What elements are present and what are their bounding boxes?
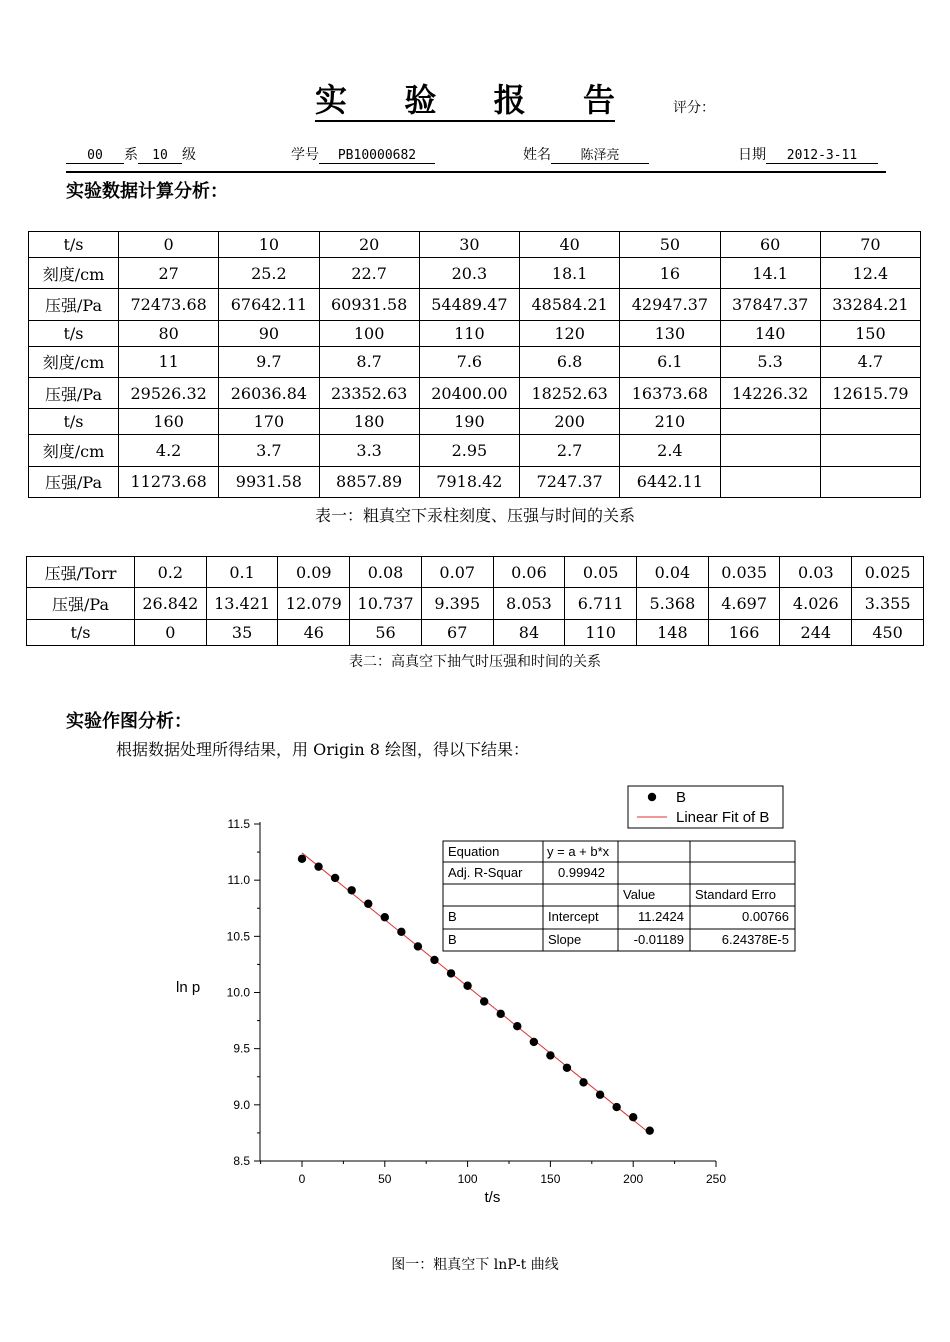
table-cell: 16373.68: [620, 378, 720, 409]
table-cell: 3.7: [219, 435, 319, 466]
table-cell: 0.05: [565, 557, 637, 588]
data-point: [497, 1010, 505, 1018]
table-cell: 6.8: [520, 346, 620, 377]
table-cell: 160: [119, 409, 219, 435]
dept-label: 系: [124, 147, 138, 163]
table-cell: 4.7: [820, 346, 920, 377]
data-point: [612, 1103, 620, 1111]
table-cell: 14.1: [720, 258, 820, 289]
table-cell: 170: [219, 409, 319, 435]
table-cell: 120: [520, 320, 620, 346]
table-cell: 7247.37: [520, 466, 620, 497]
data-point: [397, 928, 405, 936]
figure-caption: 图一：粗真空下 lnP-t 曲线: [391, 1257, 559, 1273]
title-char: 验: [404, 81, 437, 119]
x-tick-label: 100: [457, 1172, 478, 1186]
date-label: 日期: [738, 147, 766, 163]
fit-table-cell: 0.99942: [558, 865, 605, 880]
fit-table-cell: 6.24378E-5: [721, 932, 789, 947]
table-cell: 150: [820, 320, 920, 346]
table-cell: 0.035: [708, 557, 780, 588]
row-header-cell: t/s: [29, 409, 119, 435]
table-cell: 8857.89: [319, 466, 419, 497]
table-cell: 20.3: [419, 258, 519, 289]
table-cell: 110: [565, 619, 637, 645]
table-cell: 80: [119, 320, 219, 346]
table-cell: 11273.68: [119, 466, 219, 497]
table-cell: 190: [419, 409, 519, 435]
table-cell: 11: [119, 346, 219, 377]
title-char: 告: [582, 81, 615, 119]
fit-table-cell: y = a + b*x: [547, 844, 610, 859]
table-cell: 4.026: [780, 588, 852, 619]
table-cell: 67642.11: [219, 289, 319, 320]
table-cell: 12.4: [820, 258, 920, 289]
table-cell: 30: [419, 232, 519, 258]
fit-table-cell: Intercept: [548, 909, 599, 924]
data-point: [447, 969, 455, 977]
table-cell: 244: [780, 619, 852, 645]
table-cell: 72473.68: [119, 289, 219, 320]
table-cell: 210: [620, 409, 720, 435]
table-cell: 27: [119, 258, 219, 289]
table-cell: 20: [319, 232, 419, 258]
data-point: [546, 1051, 554, 1059]
x-tick-label: 0: [298, 1172, 306, 1186]
table-cell: 23352.63: [319, 378, 419, 409]
table-cell: 3.3: [319, 435, 419, 466]
table-cell: 6.711: [565, 588, 637, 619]
table-cell: 4.2: [119, 435, 219, 466]
table-cell: 110: [419, 320, 519, 346]
table-cell: 180: [319, 409, 419, 435]
table-cell: 7.6: [419, 346, 519, 377]
legend-label-fit: Linear Fit of B: [676, 809, 770, 826]
table-cell: 84: [493, 619, 565, 645]
data-point: [430, 956, 438, 964]
table-cell: 25.2: [219, 258, 319, 289]
table-cell: 0: [135, 619, 207, 645]
y-tick-label: 8.5: [233, 1154, 250, 1168]
data-point: [331, 874, 339, 882]
fit-table-cell: Adj. R-Squar: [448, 865, 523, 880]
table-cell: 166: [708, 619, 780, 645]
table-cell: 5.3: [720, 346, 820, 377]
table-cell: 16: [620, 258, 720, 289]
data-point: [579, 1078, 587, 1086]
legend-marker-b: [648, 793, 656, 801]
table-cell: 18.1: [520, 258, 620, 289]
row-header-cell: 压强/Pa: [29, 289, 119, 320]
row-header-cell: 压强/Torr: [27, 557, 135, 588]
y-tick-label: 10.5: [226, 929, 250, 944]
table-cell: 0.2: [135, 557, 207, 588]
table-cell: 450: [852, 619, 924, 645]
row-header-cell: 刻度/cm: [29, 435, 119, 466]
table-cell: 9931.58: [219, 466, 319, 497]
date-value: 2012-3-11: [766, 148, 878, 164]
data-point: [530, 1038, 538, 1046]
section2-text: 根据数据处理所得结果，用 Origin 8 绘图，得以下结果：: [116, 740, 529, 759]
table-cell: 8.7: [319, 346, 419, 377]
data-point: [381, 913, 389, 921]
table-cell: 50: [620, 232, 720, 258]
row-header-cell: t/s: [27, 619, 135, 645]
table-cell: 9.7: [219, 346, 319, 377]
table-cell: 7918.42: [419, 466, 519, 497]
table-cell: 10.737: [350, 588, 422, 619]
fit-table-cell: B: [448, 932, 457, 947]
table-cell: 13.421: [206, 588, 278, 619]
y-tick-label: 9.0: [233, 1097, 250, 1112]
row-header-cell: 压强/Pa: [27, 588, 135, 619]
table-cell: 40: [520, 232, 620, 258]
x-tick-label: 250: [705, 1172, 727, 1186]
fit-table-cell: -0.01189: [633, 932, 684, 947]
legend-label-b: B: [676, 789, 687, 806]
title-char: 实: [315, 81, 348, 119]
data-point: [463, 982, 471, 990]
x-tick-label: 150: [540, 1172, 561, 1186]
table-cell: 5.368: [637, 588, 709, 619]
data-point: [596, 1091, 604, 1099]
table-cell: 67: [421, 619, 493, 645]
grade-value: 10: [138, 148, 182, 164]
name-label: 姓名: [523, 147, 551, 163]
x-tick-label: 200: [623, 1172, 644, 1186]
y-axis-label: ln p: [176, 979, 201, 996]
table2-caption: 表二：高真空下抽气时压强和时间的关系: [349, 654, 601, 670]
table-cell: 148: [637, 619, 709, 645]
fit-table-cell: B: [448, 909, 457, 924]
data-point: [414, 942, 422, 950]
table-cell: 29526.32: [119, 378, 219, 409]
table-cell: 2.95: [419, 435, 519, 466]
fit-table-cell: Equation: [448, 844, 500, 859]
table-cell: 0.08: [350, 557, 422, 588]
table-cell: 0.04: [637, 557, 709, 588]
dept-value: 00: [66, 148, 124, 164]
table-cell: 37847.37: [720, 289, 820, 320]
row-header-cell: 压强/Pa: [29, 378, 119, 409]
fit-table-cell: 0.00766: [742, 909, 789, 924]
table-cell: 9.395: [421, 588, 493, 619]
table-cell: 48584.21: [520, 289, 620, 320]
y-tick-label: 10.0: [226, 985, 250, 1000]
table-cell: 60931.58: [319, 289, 419, 320]
data-point: [563, 1064, 571, 1072]
table-cell: 35: [206, 619, 278, 645]
name-value: 陈泽亮: [551, 144, 649, 164]
table-cell: 100: [319, 320, 419, 346]
table-cell: 2.7: [520, 435, 620, 466]
table-cell: 130: [620, 320, 720, 346]
table-cell: 6.1: [620, 346, 720, 377]
table-cell: 200: [520, 409, 620, 435]
id-label: 学号: [291, 147, 319, 163]
row-header-cell: 压强/Pa: [29, 466, 119, 497]
x-axis-label: t/s: [484, 1189, 501, 1206]
table-cell: 0.03: [780, 557, 852, 588]
id-value: PB10000682: [319, 148, 435, 164]
row-header-cell: t/s: [29, 232, 119, 258]
table-cell: 90: [219, 320, 319, 346]
table-cell: 42947.37: [620, 289, 720, 320]
table-cell: 8.053: [493, 588, 565, 619]
y-tick-label: 11.0: [227, 873, 250, 888]
data-point: [298, 855, 306, 863]
table-cell: 18252.63: [520, 378, 620, 409]
table-cell: 4.697: [708, 588, 780, 619]
table-cell: 2.4: [620, 435, 720, 466]
fit-table-cell: Value: [623, 887, 656, 902]
fit-table-cell: Slope: [548, 932, 582, 947]
table1-caption: 表一：粗真空下汞柱刻度、压强与时间的关系: [314, 506, 635, 525]
table-cell: 22.7: [319, 258, 419, 289]
table-cell: 10: [219, 232, 319, 258]
table-cell: 0.07: [421, 557, 493, 588]
table-cell: 0.06: [493, 557, 565, 588]
data-point: [513, 1022, 521, 1030]
table-cell: 54489.47: [419, 289, 519, 320]
data-point: [646, 1126, 654, 1134]
section2-title: 实验作图分析：: [66, 711, 192, 732]
table-cell: 12615.79: [820, 378, 920, 409]
table-cell: 60: [720, 232, 820, 258]
row-header-cell: 刻度/cm: [29, 258, 119, 289]
table-cell: 14226.32: [720, 378, 820, 409]
table-cell: 33284.21: [820, 289, 920, 320]
section1-title: 实验数据计算分析：: [66, 181, 228, 202]
table-cell: 26036.84: [219, 378, 319, 409]
data-point: [347, 886, 355, 894]
table-cell: 0.1: [206, 557, 278, 588]
fit-table-cell: Standard Erro: [695, 887, 776, 902]
y-tick-label: 11.5: [227, 817, 250, 831]
fit-table-cell: 11.2424: [637, 909, 684, 924]
data-point: [480, 997, 488, 1005]
table-cell: 0.025: [852, 557, 924, 588]
score-label: 评分：: [673, 100, 715, 116]
table-cell: 46: [278, 619, 350, 645]
table-cell: 20400.00: [419, 378, 519, 409]
table-cell: 6442.11: [620, 466, 720, 497]
table-cell: 12.079: [278, 588, 350, 619]
table-cell: 0.09: [278, 557, 350, 588]
row-header-cell: 刻度/cm: [29, 346, 119, 377]
grade-label: 级: [182, 147, 196, 163]
y-tick-label: 9.5: [233, 1041, 250, 1056]
x-tick-label: 50: [378, 1172, 392, 1186]
data-point: [629, 1113, 637, 1121]
table-cell: 26.842: [135, 588, 207, 619]
data-point: [364, 900, 372, 908]
row-header-cell: t/s: [29, 320, 119, 346]
table-cell: 140: [720, 320, 820, 346]
table-cell: 3.355: [852, 588, 924, 619]
table-cell: 0: [119, 232, 219, 258]
data-point: [314, 862, 322, 870]
title-char: 报: [493, 81, 526, 119]
table-cell: 56: [350, 619, 422, 645]
table-cell: 70: [820, 232, 920, 258]
